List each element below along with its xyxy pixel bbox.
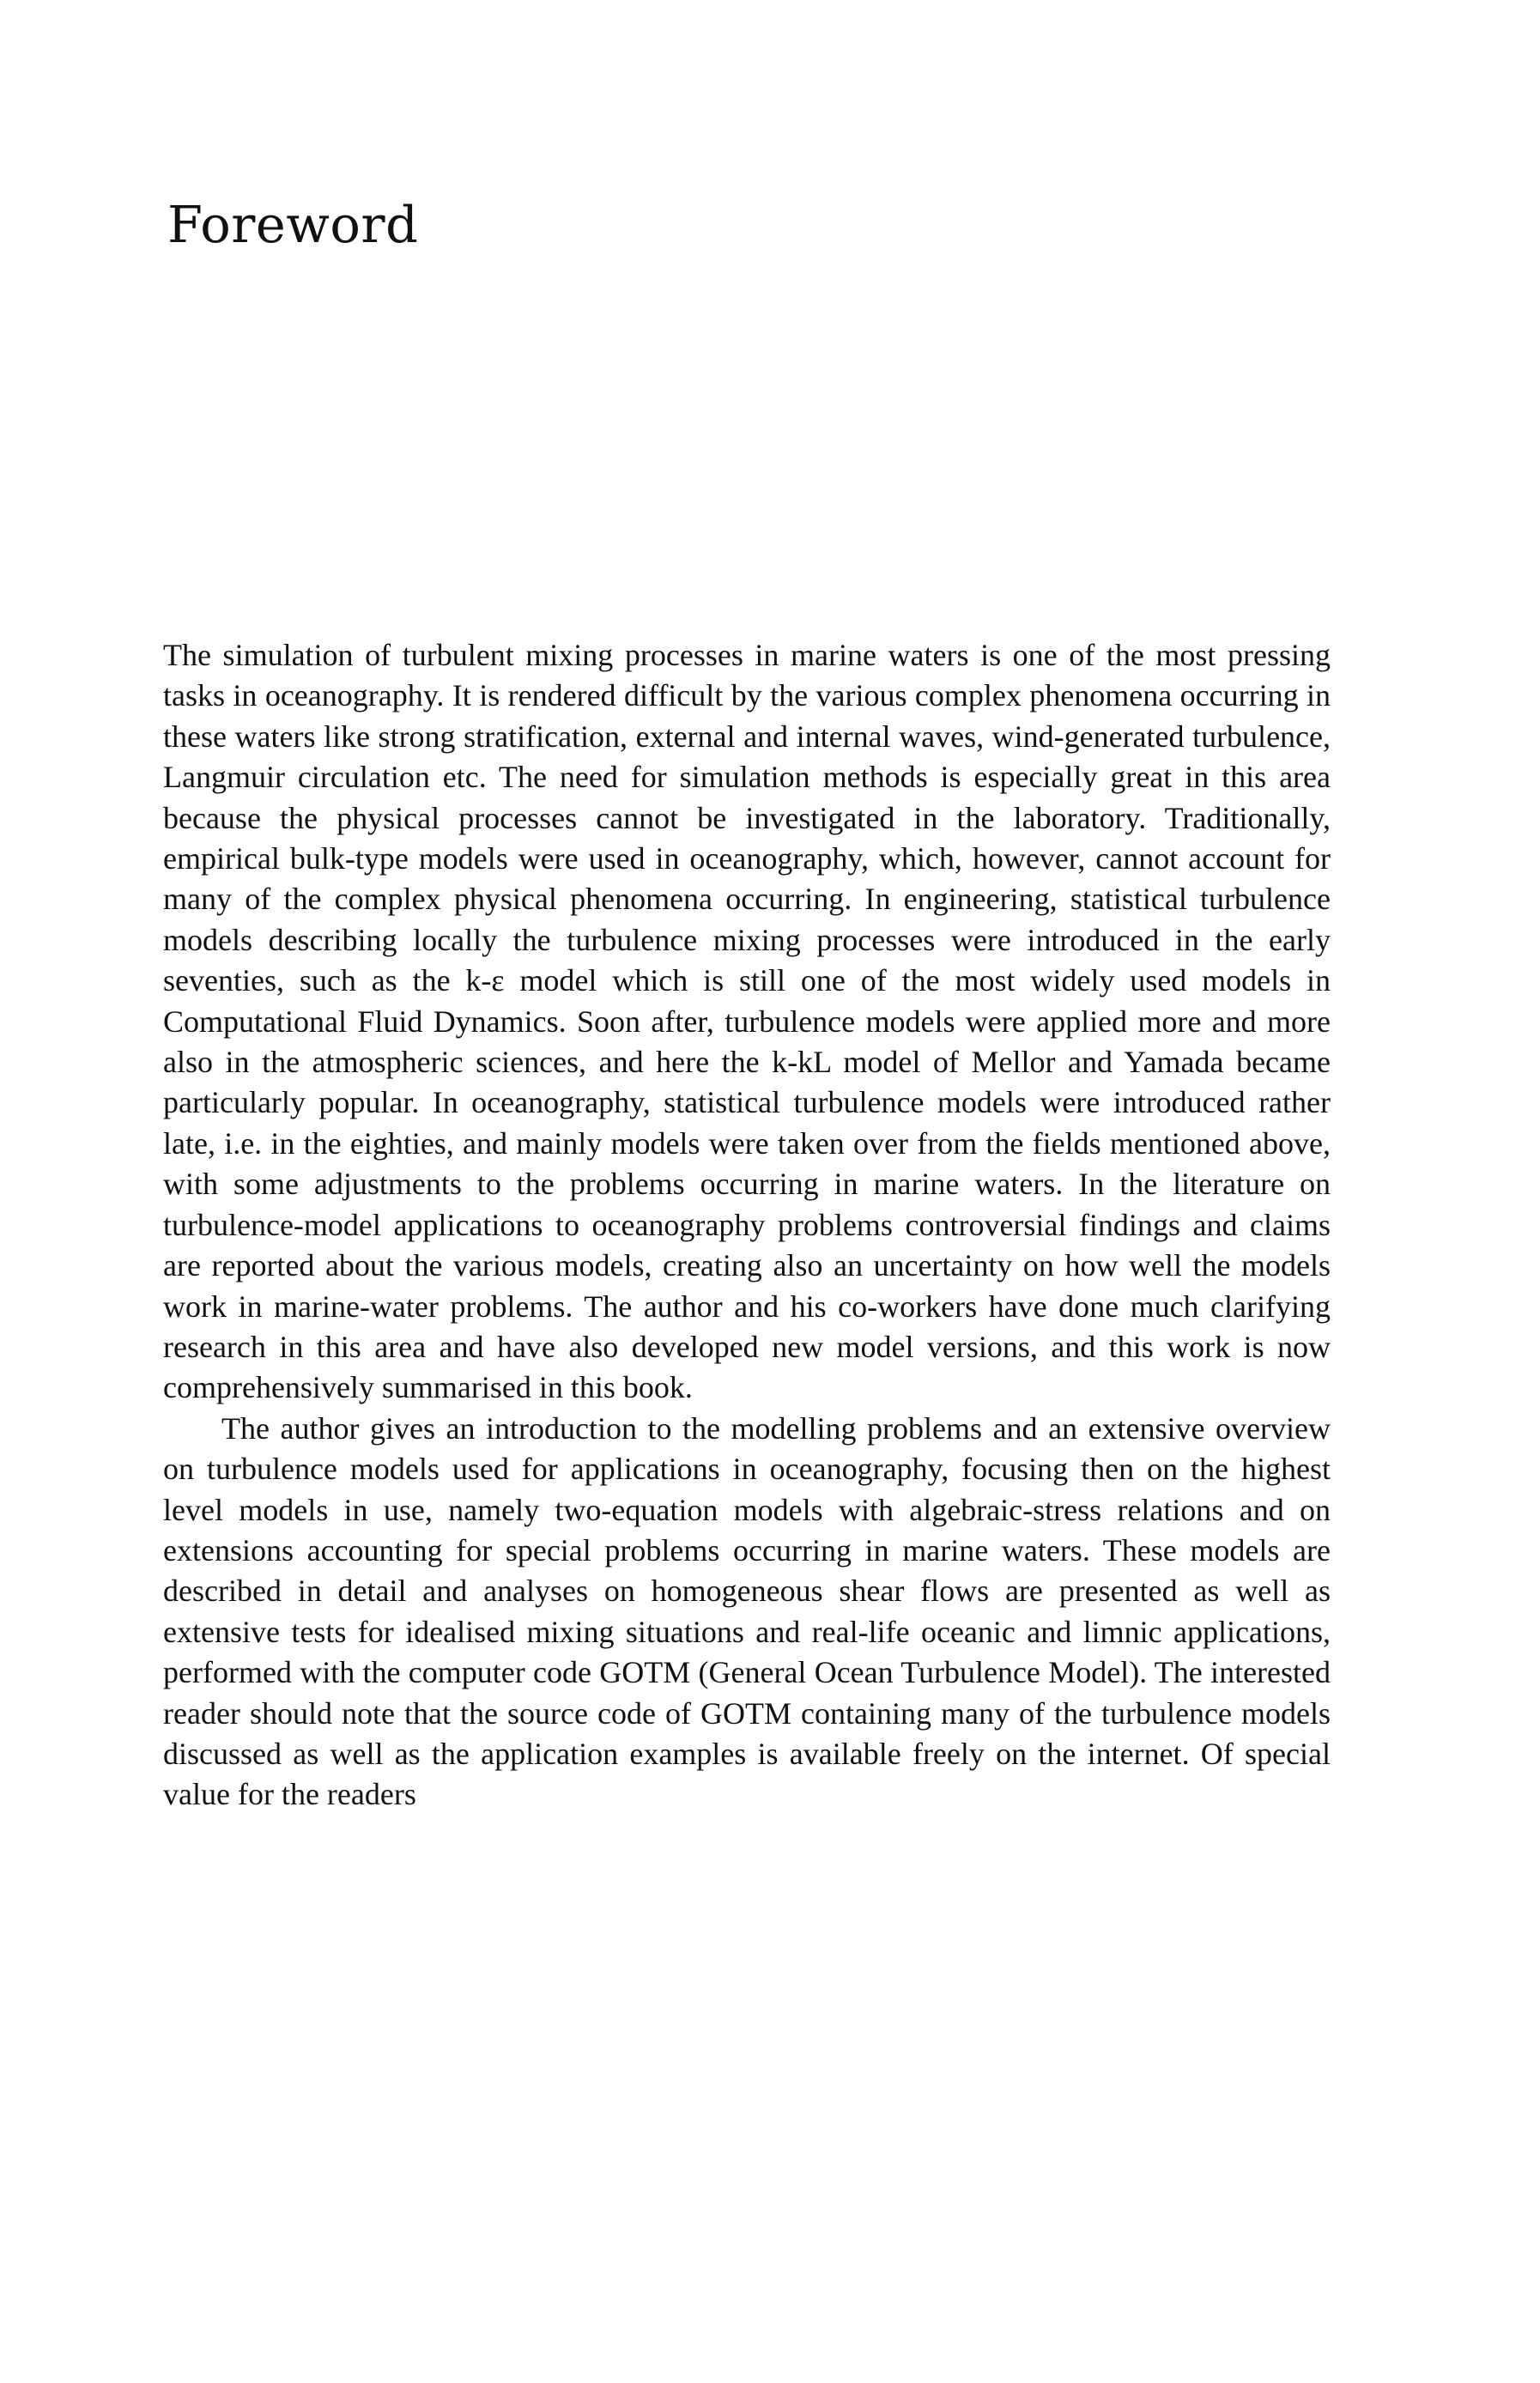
paragraph-2: The author gives an introduction to the modelling problems and an extensive overview on turbulence models used for applications in oceanography, focusing then on the highest level models in use, namely two-equation models with algebraic-stress relations and on extensions accounting for special problems occurring in marine waters. These models are described in detail and analyses on homogeneous shear flows are presented as well as extensive tests for idealised mixing situations and real-life oceanic and limnic applications, performed with the computer code GOTM (General Ocean Turbulence Model). The interested reader should note that the source code of GOTM containing many of the turbulence models discussed as well as the application examples is available freely on the internet. Of special value for the readers — [163, 1410, 1331, 1812]
body-text — [163, 635, 1331, 1816]
paragraph-1: The simulation of turbulent mixing processes in marine waters is one of the most pressing tasks in oceanography. It is rendered difficult by the various complex phenomena occurring in these waters like strong stratification, external and internal waves, wind-generated turbulence, Langmuir circulation etc. The need for simulation methods is especially great in this area because the physical processes cannot be investigated in the laboratory. Traditionally, empirical bulk-type models were used in oceanography, which, however, cannot account for many of the complex physical phenomena occurring. In engineering, statistical turbulence models describing locally the turbulence mixing processes were introduced in the early seventies, such as the k-ε model which is still one of the most widely used models in Computational Fluid Dynamics. Soon after, turbulence models were applied more and more also in the atmospheric sciences, and here the k-kL model of Mellor and Yamada became particularly popular. In oceanography, statistical turbulence models were introduced rather late, i.e. in the eighties, and mainly models were taken over from the fields mentioned above, with some adjustments to the problems occurring in marine waters. In the literature on turbulence-model applications to oceanography problems controversial findings and claims are reported about the various models, creating also an uncertainty on how well the models work in marine-water problems. The author and his co-workers have done much clarifying research in this area and have also developed new model versions, and this work is now comprehensively summarised in this book. — [163, 638, 1331, 1405]
chapter-title: Foreword — [167, 195, 419, 254]
